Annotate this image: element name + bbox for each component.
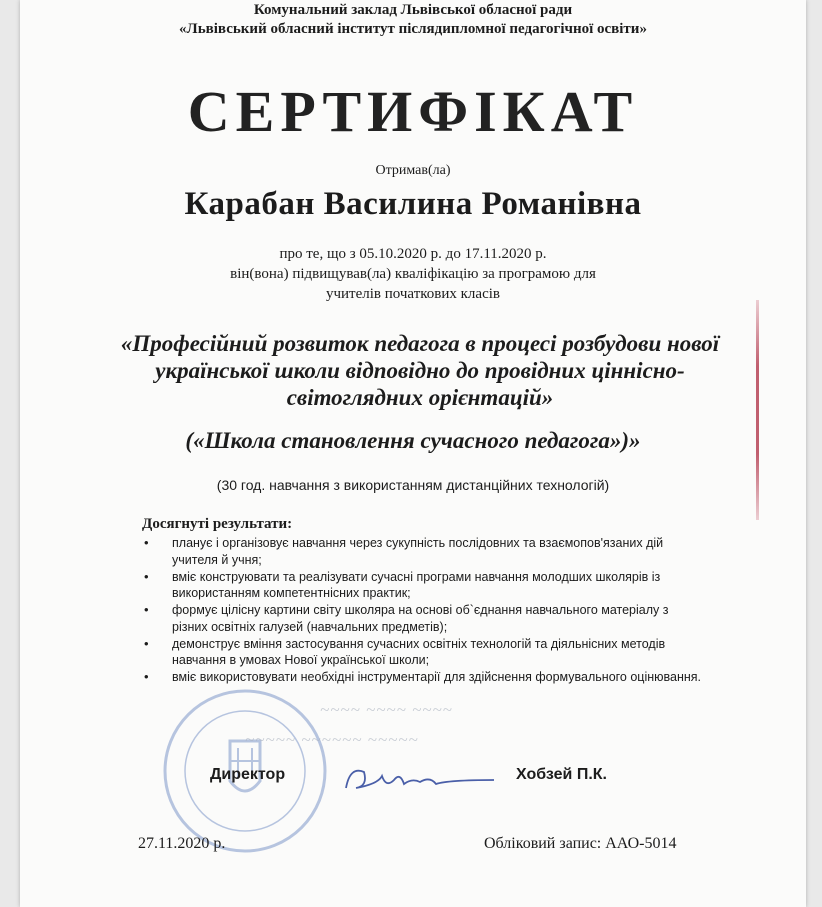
result-item: • вміє використовувати необхідні інструментарії для здійснення формувального оцінювання. (144, 669, 704, 686)
result-item: • вміє конструювати та реалізувати сучасні програми навчання молодших школярів із використанням компетентнісних практик; (144, 569, 704, 602)
result-item: • демонструє вміння застосування сучасних освітніх технологій та діяльнісних методів навчання в умовах Нової української школи; (144, 636, 704, 669)
stamp-imprint-text: ~~~~~ ~~~~~~ ~~~~~ (245, 730, 419, 749)
certificate-title: СЕРТИФІКАТ (187, 79, 639, 144)
received-label: Отримав(ла) (375, 163, 451, 178)
stamp-imprint-text: ~~~~ ~~~~ ~~~~ (320, 700, 453, 719)
institution-line: Комунальний заклад Львівської обласної ради (253, 2, 573, 18)
director-label: Директор (210, 766, 286, 783)
school-title: («Школа становлення сучасного педагога»)» (185, 428, 641, 453)
program-title: «Професійний розвиток педагога в процесі розбудови нової української школи відповідно до провідних ціннісно-світоглядних орієнтацій» (120, 331, 720, 410)
certificate-page (20, 0, 806, 907)
director-signature (338, 758, 498, 798)
period-line: про те, що з 05.10.2020 р. до 17.11.2020 р. (279, 246, 547, 262)
director-name: Хобзей П.К. (516, 766, 607, 783)
hours-note: (30 год. навчання з використанням дистанційних технологій) (216, 477, 610, 493)
results-list (144, 535, 704, 686)
institute-line: «Львівський обласний інститут післядипломної педагогічної освіти» (179, 21, 647, 37)
issue-date: 27.11.2020 р. (138, 835, 226, 852)
results-title: Досягнуті результати: (142, 516, 293, 532)
recipient-name: Карабан Василина Романівна (184, 186, 642, 222)
audience-line: учителів початкових класів (325, 286, 500, 302)
qualification-line: він(вона) підвищував(ла) кваліфікацію за програмою для (230, 266, 596, 282)
record-number: Обліковий запис: ААО-5014 (484, 835, 677, 852)
result-item: • планує і організовує навчання через сукупність послідовних та взаємопов'язаних дій учителя й учня; (144, 535, 704, 568)
result-item: • формує цілісну картини світу школяра на основі об`єднання навчального матеріалу з різних освітніх галузей (навчальних предметів); (144, 602, 704, 635)
